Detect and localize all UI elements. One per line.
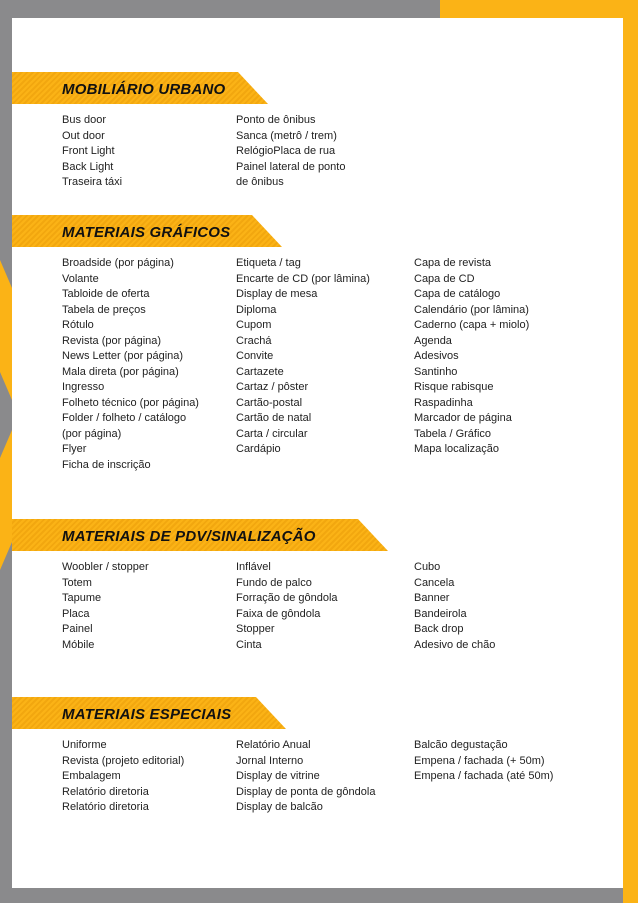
list-item: Calendário (por lâmina) — [414, 303, 529, 316]
list-item: Stopper — [236, 623, 275, 635]
list-item: Ponto de ônibus — [236, 114, 316, 126]
list-item: Capa de CD — [414, 272, 475, 285]
list-item: Cubo — [414, 561, 441, 573]
list-item: Revista (projeto editorial) — [62, 754, 185, 767]
list-item: de ônibus — [236, 176, 284, 188]
list-item: Convite — [236, 350, 274, 362]
list-item: Tabloide de oferta — [62, 288, 150, 300]
list-item: Sanca (metrô / trem) — [236, 129, 337, 142]
list-item: Jornal Interno — [236, 754, 304, 767]
list-item: Woobler / stopper — [62, 561, 149, 573]
list-item: Out door — [62, 129, 105, 142]
section-title: MATERIAIS GRÁFICOS — [62, 224, 231, 241]
item-column-2 — [236, 560, 338, 653]
list-item: Back Light — [62, 160, 114, 173]
decor-top-right-stripe — [440, 0, 638, 18]
section-title: MATERIAIS DE PDV/SINALIZAÇÃO — [62, 528, 316, 545]
list-item: Móbile — [62, 638, 95, 651]
list-item: Display de vitrine — [236, 770, 320, 782]
list-item: Faixa de gôndola — [236, 607, 321, 620]
list-item: Revista (por página) — [62, 334, 162, 347]
list-item: Tabela de preços — [62, 303, 146, 316]
item-column-3 — [414, 738, 553, 785]
list-item: Display de mesa — [236, 288, 318, 300]
list-item: Risque rabisque — [414, 381, 494, 393]
list-item: News Letter (por página) — [62, 350, 184, 362]
list-item: Carta / circular — [236, 427, 308, 440]
list-item: Painel — [62, 623, 93, 635]
list-item: Inflável — [236, 561, 271, 573]
list-item: Relatório Anual — [236, 739, 311, 751]
list-item: Broadside (por página) — [62, 257, 174, 269]
list-item: Mala direta (por página) — [62, 365, 179, 378]
list-item: Embalagem — [62, 770, 121, 782]
list-item: Adesivos — [414, 350, 459, 362]
list-item: Ingresso — [62, 381, 105, 393]
list-item: Forração de gôndola — [236, 592, 338, 604]
section-title: MATERIAIS ESPECIAIS — [62, 706, 232, 723]
item-column-1 — [62, 113, 122, 191]
list-item: Relatório diretoria — [62, 801, 149, 813]
list-item: Relatório diretoria — [62, 785, 149, 798]
list-item: Banner — [414, 592, 450, 604]
list-item: Encarte de CD (por lâmina) — [236, 272, 370, 285]
list-item: Placa — [62, 607, 90, 620]
list-item: Cancela — [414, 576, 455, 589]
list-item: Cartazete — [236, 365, 284, 378]
list-item: Front Light — [62, 145, 115, 157]
list-item: Tapume — [62, 592, 102, 604]
list-item: Marcador de página — [414, 412, 512, 424]
list-item: Cardápio — [236, 443, 281, 455]
list-item: Etiqueta / tag — [236, 257, 301, 269]
list-item: Display de ponta de gôndola — [236, 785, 376, 798]
list-item: Cupom — [236, 319, 272, 331]
list-item: Diploma — [236, 303, 277, 316]
item-column-1 — [62, 256, 199, 473]
list-item: Empena / fachada (+ 50m) — [414, 754, 545, 767]
list-item: Totem — [62, 576, 92, 589]
item-column-2 — [236, 738, 375, 816]
list-item: Balcão degustação — [414, 739, 508, 751]
item-column-2 — [236, 256, 370, 458]
list-item: Raspadinha — [414, 396, 473, 409]
list-item: Painel lateral de ponto — [236, 160, 346, 173]
list-item: Display de balcão — [236, 801, 323, 813]
list-item: RelógioPlaca de rua — [236, 145, 336, 157]
list-item: Volante — [62, 272, 99, 285]
list-item: Bandeirola — [414, 607, 467, 620]
list-item: Adesivo de chão — [414, 638, 496, 651]
list-item: Santinho — [414, 365, 458, 378]
list-item: Mapa localização — [414, 443, 499, 455]
list-item: Agenda — [414, 334, 452, 347]
list-item: Tabela / Gráfico — [414, 427, 492, 440]
list-item: Capa de catálogo — [414, 288, 501, 300]
list-item: Rótulo — [62, 319, 94, 331]
list-item: Capa de revista — [414, 257, 492, 269]
item-column-3 — [414, 560, 495, 653]
decor-left-accent-upper — [0, 260, 12, 400]
list-item: Folder / folheto / catálogo — [62, 412, 187, 424]
list-item: Back drop — [414, 623, 464, 635]
list-item: Traseira táxi — [62, 176, 123, 188]
list-item: (por página) — [62, 427, 122, 440]
item-column-3 — [414, 256, 529, 458]
item-column-2 — [236, 113, 345, 191]
list-item: Cartão-postal — [236, 396, 303, 409]
section-title: MOBILIÁRIO URBANO — [62, 81, 226, 98]
list-item: Folheto técnico (por página) — [62, 396, 199, 409]
list-item: Fundo de palco — [236, 576, 312, 589]
list-item: Crachá — [236, 334, 272, 347]
decor-left-accent-lower — [0, 430, 12, 570]
list-item: Bus door — [62, 114, 107, 126]
list-item: Empena / fachada (até 50m) — [414, 770, 554, 782]
list-item: Cartaz / pôster — [236, 381, 309, 393]
item-column-1 — [62, 560, 149, 653]
item-column-1 — [62, 738, 184, 816]
list-item: Uniforme — [62, 739, 107, 751]
list-item: Cinta — [236, 638, 262, 651]
document-page — [12, 18, 623, 888]
list-item: Flyer — [62, 443, 87, 455]
decor-right-stripe — [623, 0, 638, 903]
list-item: Caderno (capa + miolo) — [414, 319, 530, 331]
list-item: Ficha de inscrição — [62, 458, 151, 471]
list-item: Cartão de natal — [236, 412, 312, 424]
